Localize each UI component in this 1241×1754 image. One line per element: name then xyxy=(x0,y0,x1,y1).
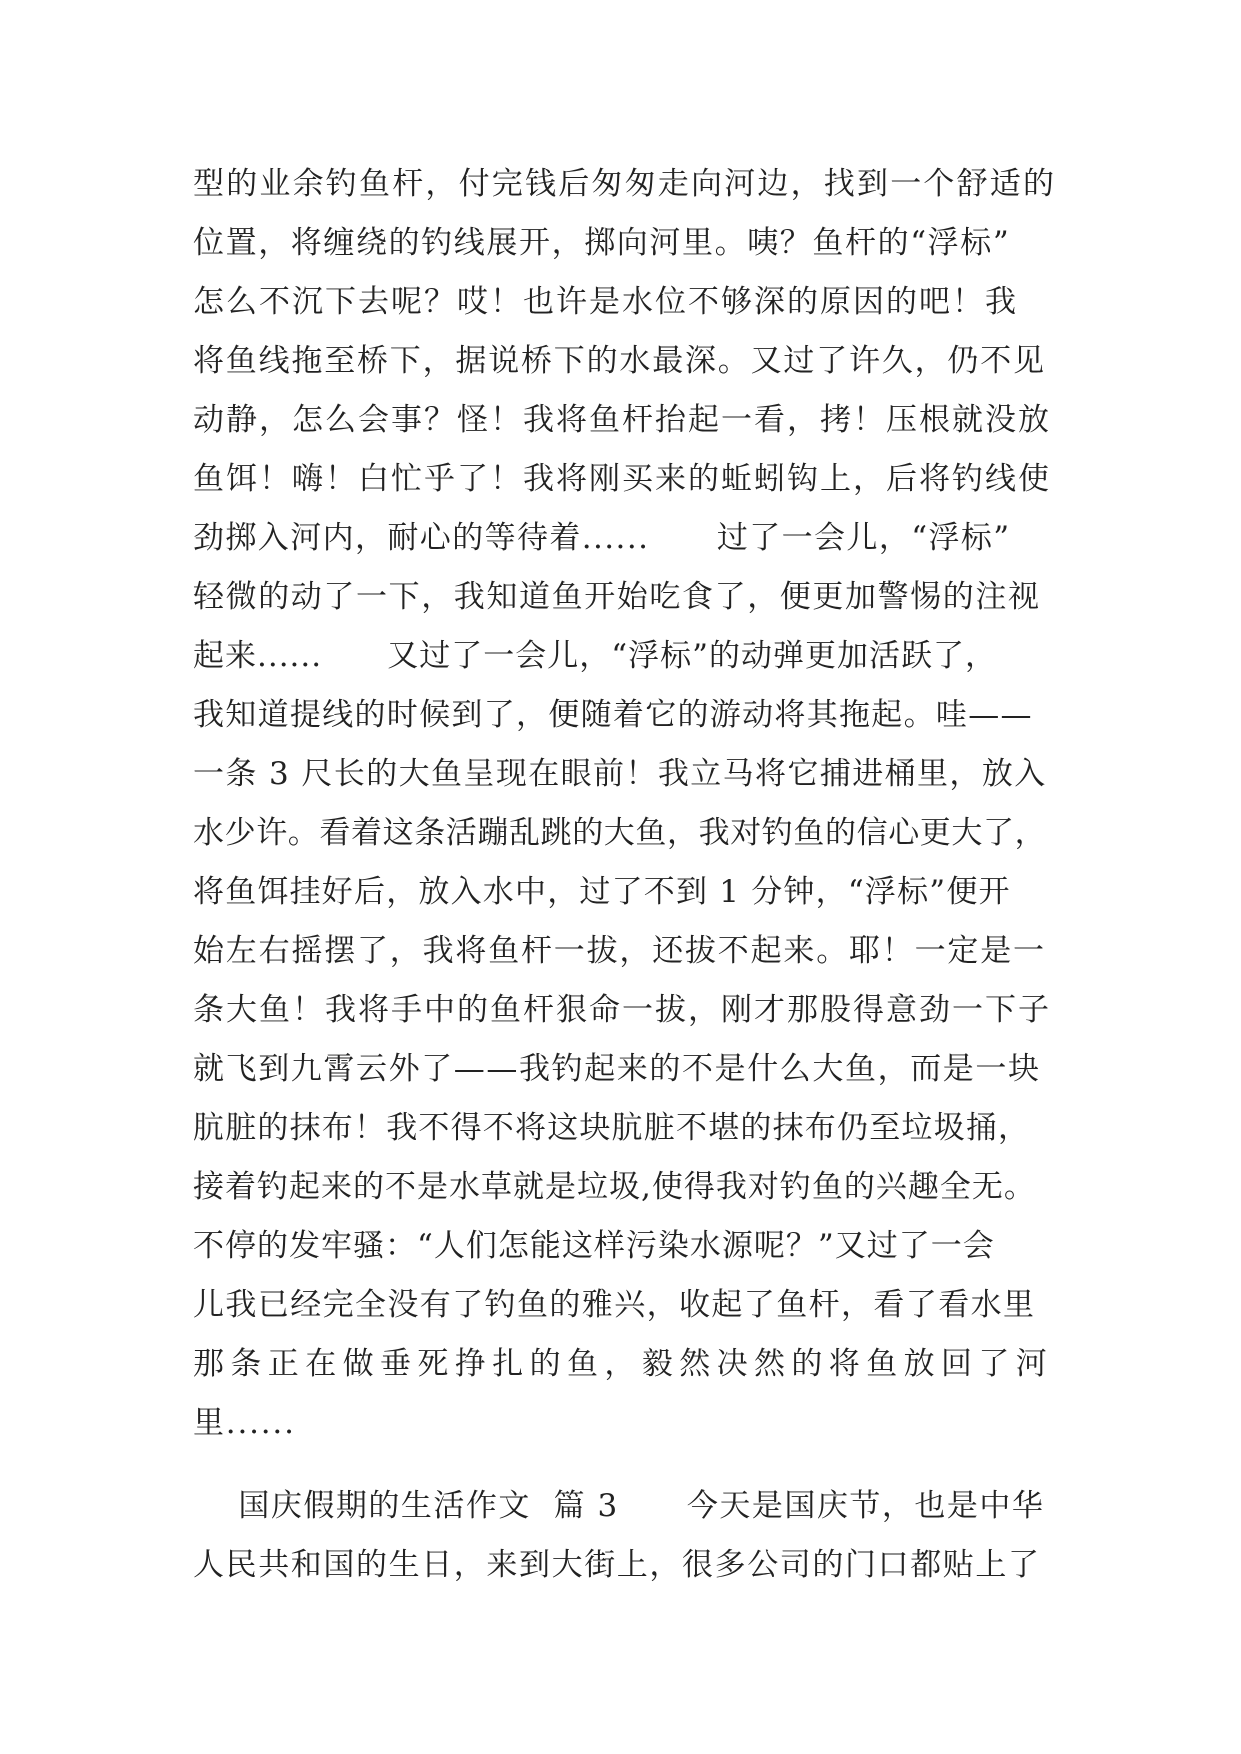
text-line: 肮脏的抹布！我不得不将这块肮脏不堪的抹布仍至垃圾捅， xyxy=(193,1110,1031,1146)
text-line: 鱼饵！嗨！白忙乎了！我将刚买来的蚯蚓钩上，后将钓线使 xyxy=(193,461,1051,497)
text-line: 一条 3 尺长的大鱼呈现在眼前！我立马将它捕进桶里，放入 xyxy=(193,756,1047,792)
text-line: 动静，怎么会事？怪！我将鱼杆抬起一看，拷！压根就没放 xyxy=(193,402,1051,438)
text-line: 我知道提线的时候到了，便随着它的游动将其拖起。哇—— xyxy=(193,697,1033,733)
text-line: 将鱼饵挂好后，放入水中，过了不到 1 分钟，“浮标”便开 xyxy=(193,874,1011,910)
text-line: 位置，将缠绕的钓线展开，掷向河里。咦？鱼杆的“浮标” xyxy=(193,225,1011,261)
text-line: 人民共和国的生日，来到大街上，很多公司的门口都贴上了 xyxy=(193,1547,1041,1583)
section-heading-line: 国庆假期的生活作文 篇 3 今天是国庆节，也是中华 xyxy=(193,1488,1045,1524)
text-line: 接着钓起来的不是水草就是垃圾,使得我对钓鱼的兴趣全无。 xyxy=(193,1169,1036,1205)
text-line: 儿我已经完全没有了钓鱼的雅兴，收起了鱼杆，看了看水里 xyxy=(193,1287,1036,1323)
text-line: 劲掷入河内，耐心的等待着...... 过了一会儿，“浮标” xyxy=(193,520,1011,556)
text-line: 水少许。看着这条活蹦乱跳的大鱼，我对钓鱼的信心更大了， xyxy=(193,815,1047,851)
text-line: 始左右摇摆了，我将鱼杆一拔，还拔不起来。耶！一定是一 xyxy=(193,933,1046,969)
text-line: 里...... xyxy=(193,1405,296,1441)
text-line: 怎么不沉下去呢？哎！也许是水位不够深的原因的吧！我 xyxy=(193,284,1018,320)
text-line: 型的业余钓鱼杆，付完钱后匆匆走向河边，找到一个舒适的 xyxy=(193,166,1057,202)
text-line: 起来...... 又过了一会儿，“浮标”的动弹更加活跃了， xyxy=(193,638,997,674)
text-line: 那条正在做垂死挣扎的鱼，毅然决然的将鱼放回了河 xyxy=(193,1346,1054,1382)
text-line: 就飞到九霄云外了——我钓起来的不是什么大鱼，而是一块 xyxy=(193,1051,1041,1087)
essay-body xyxy=(193,155,1057,1595)
text-line: 条大鱼！我将手中的鱼杆狠命一拔，刚才那股得意劲一下子 xyxy=(193,992,1051,1028)
text-line: 将鱼线拖至桥下，据说桥下的水最深。又过了许久，仍不见 xyxy=(193,343,1046,379)
text-line: 轻微的动了一下，我知道鱼开始吃食了，便更加警惕的注视 xyxy=(193,579,1041,615)
text-line: 不停的发牢骚：“人们怎能这样污染水源呢？”又过了一会 xyxy=(193,1228,995,1264)
